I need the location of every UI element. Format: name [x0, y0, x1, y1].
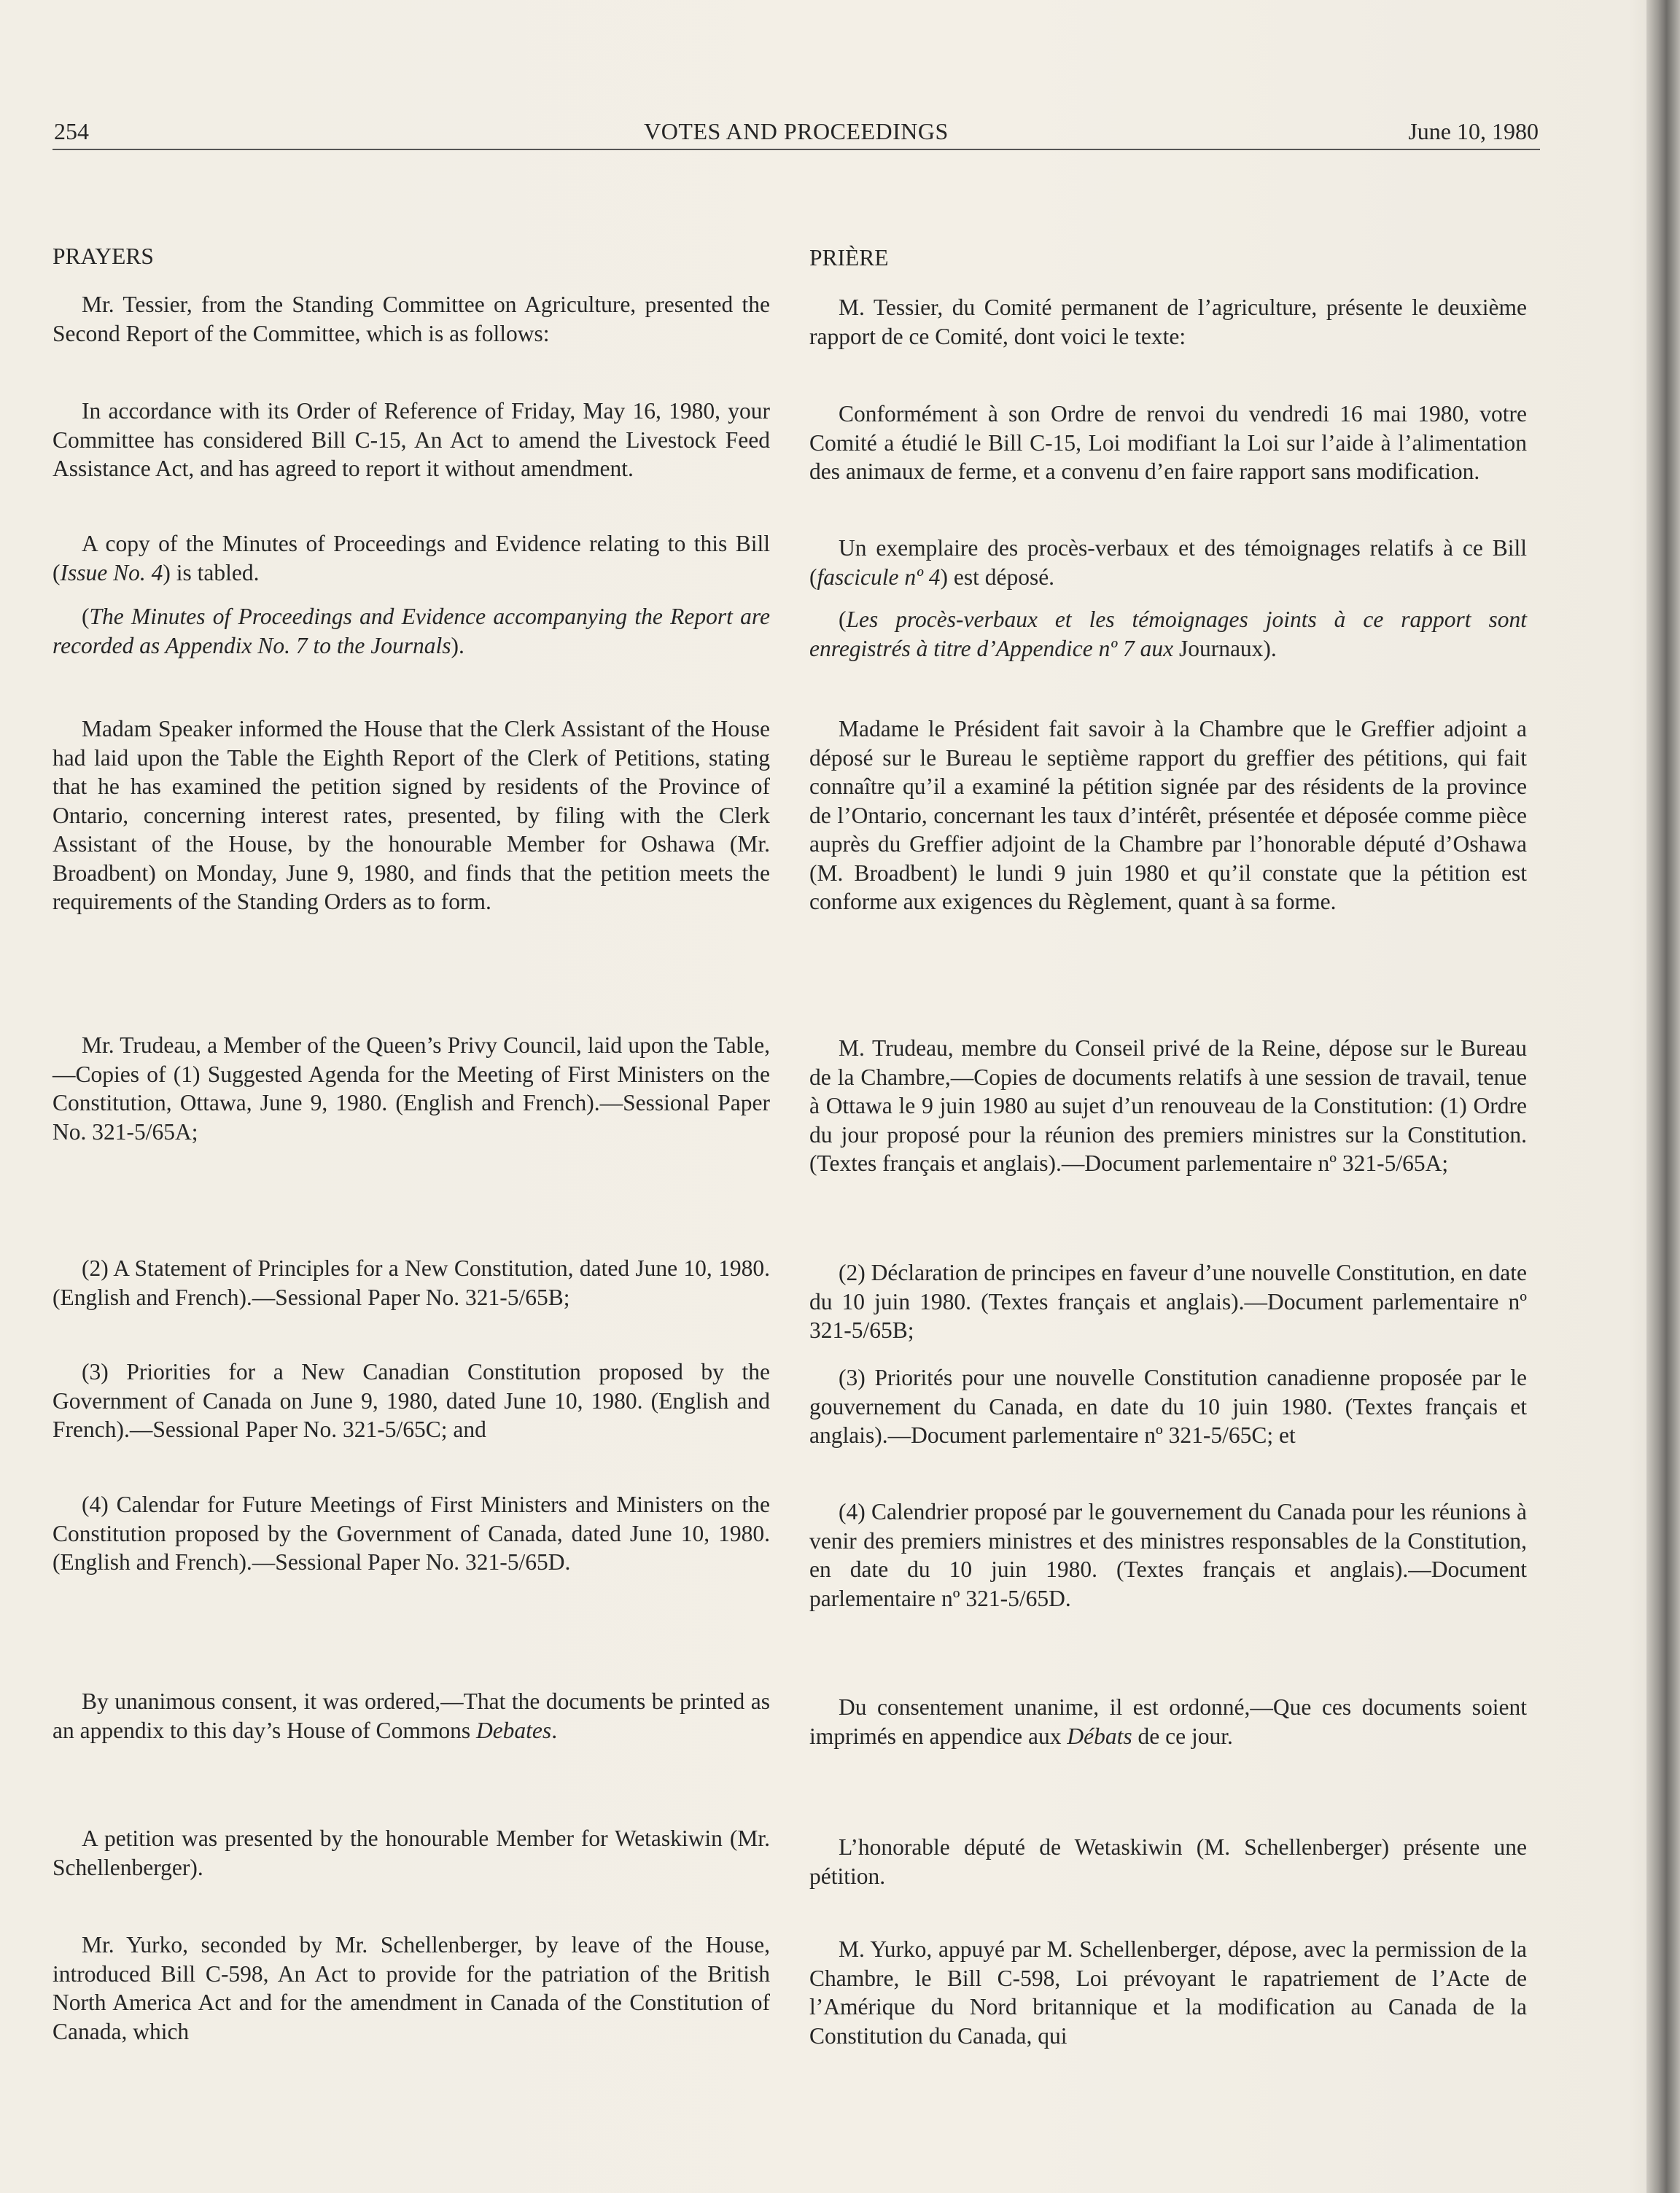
en-consent-text: By unanimous consent, it was ordered,—That the documents be printed as an appendix to this day’s House of Commons Debates. [52, 1688, 770, 1743]
fr-yurko-text: M. Yurko, appuyé par M. Schellenberger, dépose, avec la permission de la Chambre, le Bill C-598, Loi prévoyant le rapatriement de l’Acte de l’Amérique du Nord britannique et la modification au Canada de la Constitution du Canada, qui [809, 1936, 1527, 2049]
fr-yurko [809, 1935, 1527, 2050]
en-trudeau-text: Mr. Trudeau, a Member of the Queen’s Privy Council, laid upon the Table,—Copies of (1) Suggested Agenda for the Meeting of First Ministers on the Constitution, Ottawa, June 9, 1980. (English and French).—Sessional Paper No. 321-5/65A; [52, 1032, 770, 1145]
en-agriculture-intro: Mr. Tessier, from the Standing Committee on Agriculture, presented the Second Report of the Committee, which is as follows: [52, 292, 770, 346]
en-petition [52, 1824, 770, 1882]
en-item-2-text: (2) A Statement of Principles for a New Constitution, dated June 10, 1980. (English and French).—Sessional Paper No. 321-5/65B; [52, 1255, 770, 1310]
fr-item-2-text: (2) Déclaration de principes en faveur d’une nouvelle Constitution, en date du 10 juin 1980. (Textes français et anglais).—Document parlementaire nº 321-5/65B; [809, 1260, 1527, 1343]
fr-consent [809, 1693, 1527, 1750]
fr-appendix-note [809, 605, 1527, 663]
en-petitions-text: Madam Speaker informed the House that the Clerk Assistant of the House had laid upon the Table the Eighth Report of the Clerk of Petitions, stating that he has examined the petition signed by residents of the Province of Ontario, concerning interest rates, presented, by filing with the Clerk Assistant of the House, by the honourable Member for Oshawa (Mr. Broadbent) on Monday, June 9, 1980, and finds that the petition meets the requirements of the Standing Orders as to form. [52, 716, 770, 914]
fr-item-2 [809, 1258, 1527, 1345]
publication-title: VOTES AND PROCEEDINGS [644, 118, 949, 144]
en-yurko-text: Mr. Yurko, seconded by Mr. Schellenberger, by leave of the House, introduced Bill C-598, An Act to provide for the patriation of the British North America Act and for the amendment in Canada of the Constitution of Canada, which [52, 1932, 770, 2044]
en-item-2 [52, 1254, 770, 1312]
fr-agriculture-report [809, 293, 1527, 351]
en-minutes-copy [52, 529, 770, 587]
fr-minutes-text: Un exemplaire des procès-verbaux et des témoignages relatifs à ce Bill (fascicule nº 4) est déposé. [809, 535, 1527, 590]
en-yurko [52, 1931, 770, 2046]
en-issue-ref: Issue No. 4 [60, 559, 163, 585]
en-item-3 [52, 1358, 770, 1444]
fr-minutes-copy [809, 534, 1527, 591]
fr-order-text: Conformément à son Ordre de renvoi du vendredi 16 mai 1980, votre Comité a étudié le Bill C-15, Loi modifiant la Loi sur l’aide à l’alimentation des animaux de ferme, et a convenu d’en faire rapport sans modification. [809, 401, 1527, 484]
en-appendix-text: (The Minutes of Proceedings and Evidence accompanying the Report are recorded as Appendix No. 7 to the Journals). [52, 604, 770, 658]
fr-agriculture-intro: M. Tessier, du Comité permanent de l’agriculture, présente le deuxième rapport de ce Comité, dont voici le texte: [809, 295, 1527, 349]
fr-item-4 [809, 1497, 1527, 1613]
en-petitions-report [52, 714, 770, 916]
fr-item-4-text: (4) Calendrier proposé par le gouvernement du Canada pour les réunions à venir des premiers ministres et des ministres responsables de la Constitution, en date du 10 juin 1980. (Textes français et anglais).—Document parlementaire nº 321-5/65D. [809, 1499, 1527, 1611]
fr-petition-text: L’honorable député de Wetaskiwin (M. Schellenberger) présente une pétition. [809, 1834, 1527, 1889]
fr-item-3-text: (3) Priorités pour une nouvelle Constitution canadienne proposée par le gouvernement du Canada, en date du 10 juin 1980. (Textes français et anglais).—Document parlementaire nº 321-5/65C; et [809, 1365, 1527, 1448]
header-date: June 10, 1980 [1408, 118, 1539, 144]
fr-petitions-text: Madame le Président fait savoir à la Chambre que le Greffier adjoint a déposé sur le Bureau le septième rapport du greffier des pétitions, qui fait connaître qu’il a examiné la pétition signée par des résidents de la province de l’Ontario, concernant les taux d’intérêt, présentée et déposée comme pièce auprès du Greffier adjoint de la Chambre par l’honorable député d’Oshawa (M. Broadbent) le lundi 9 juin 1980 et qu’il constate que la pétition est conforme aux exigences du Règlement, quant à sa forme. [809, 716, 1527, 914]
fr-petition [809, 1833, 1527, 1890]
heading-prayers: PRAYERS [52, 243, 154, 269]
heading-priere: PRIÈRE [809, 244, 889, 270]
en-order-text: In accordance with its Order of Reference of Friday, May 16, 1980, your Committee has considered Bill C-15, An Act to amend the Livestock Feed Assistance Act, and has agreed to report it without amendment. [52, 398, 770, 481]
en-petition-text: A petition was presented by the honourable Member for Wetaskiwin (Mr. Schellenberger). [52, 1826, 770, 1880]
en-appendix-note [52, 602, 770, 660]
fr-debats: Débats [1067, 1723, 1132, 1749]
en-consent [52, 1687, 770, 1745]
page-number: 254 [54, 118, 89, 144]
en-order-of-reference [52, 397, 770, 483]
fr-consent-text: Du consentement unanime, il est ordonné,—Que ces documents soient imprimés en appendice aux Débats de ce jour. [809, 1694, 1527, 1749]
en-item-4-text: (4) Calendar for Future Meetings of First Ministers and Ministers on the Constitution proposed by the Government of Canada, dated June 10, 1980. (English and French).—Sessional Paper No. 321-5/65D. [52, 1492, 770, 1575]
en-agriculture-report [52, 290, 770, 348]
page-edge [1646, 0, 1680, 2193]
fr-petitions-report [809, 714, 1527, 916]
running-header [52, 114, 1540, 150]
en-minutes-text: A copy of the Minutes of Proceedings and Evidence relating to this Bill (Issue No. 4) is tabled. [52, 531, 770, 585]
fr-trudeau-text: M. Trudeau, membre du Conseil privé de la Reine, dépose sur le Bureau de la Chambre,—Copies de documents relatifs à une session de travail, tenue à Ottawa le 9 juin 1980 au sujet d’un renouveau de la Constitution: (1) Ordre du jour proposé pour la réunion des premiers ministres sur la Constitution. (Textes français et anglais).—Document parlementaire nº 321-5/65A; [809, 1035, 1527, 1176]
en-item-3-text: (3) Priorities for a New Canadian Constitution proposed by the Government of Canada on June 9, 1980, dated June 10, 1980. (English and French).—Sessional Paper No. 321-5/65C; and [52, 1359, 770, 1442]
en-item-4 [52, 1490, 770, 1577]
fr-trudeau-tabled [809, 1034, 1527, 1178]
fr-appendix-text: (Les procès-verbaux et les témoignages joints à ce rapport sont enregistrés à titre d’Appendice nº 7 aux Journaux). [809, 607, 1527, 661]
fr-order-of-reference [809, 400, 1527, 486]
fr-item-3 [809, 1363, 1527, 1450]
en-trudeau-tabled [52, 1031, 770, 1146]
en-debates: Debates [475, 1717, 552, 1743]
fr-issue-ref: fascicule nº 4 [817, 564, 941, 590]
